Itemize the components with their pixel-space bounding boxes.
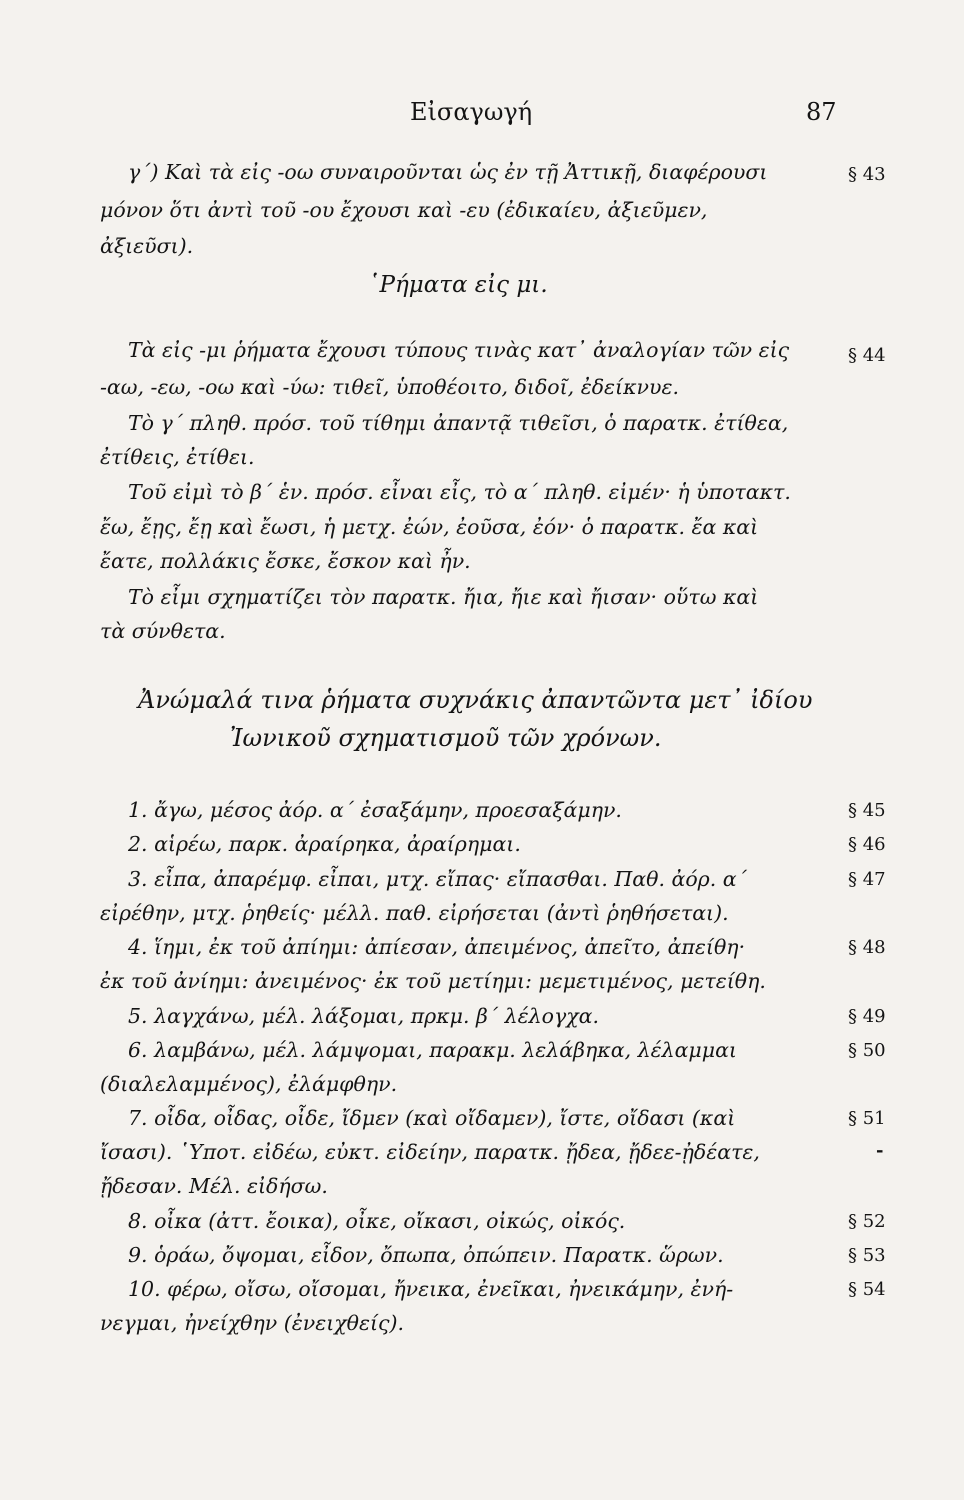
section-number: § 51 <box>848 1108 886 1129</box>
entry-line: 2. αἱρέω, παρκ. ἀραίρηκα, ἀραίρημαι. <box>128 832 521 856</box>
section-number: § 53 <box>848 1245 886 1266</box>
entry-line: (διαλελαμμένος), ἐλάμφθην. <box>100 1072 398 1096</box>
text-line: Τὸ γ΄ πληθ. πρόσ. τοῦ τίθημι ἀπαντᾷ τιθεῖσι, ὁ παρατκ. ἐτίθεα, <box>128 411 789 435</box>
text-line: τὰ σύνθετα. <box>100 619 226 643</box>
section-number: § 43 <box>848 164 886 185</box>
section-heading-mi: ῾Ρήματα εἰς μι. <box>368 272 548 298</box>
section-number: § 45 <box>848 800 886 821</box>
section-number: § 46 <box>848 834 886 855</box>
text-line: ἀξιεῦσι). <box>100 234 194 258</box>
entry-line: 9. ὁράω, ὄψομαι, εἶδον, ὄπωπα, ὀπώπειν. Παρατκ. ὥρων. <box>128 1243 724 1267</box>
running-header-title: Εἰσαγωγή <box>410 98 533 126</box>
entry-line: 4. ἵημι, ἐκ τοῦ ἀπίημι: ἀπίεσαν, ἀπειμένος, ἀπεῖτο, ἀπείθη· <box>128 935 746 959</box>
entry-line: 3. εἶπα, ἀπαρέμφ. εἶπαι, μτχ. εἴπας· εἴπασθαι. Παθ. ἀόρ. α΄ <box>128 867 747 891</box>
text-line: μόνον ὅτι ἀντὶ τοῦ -ου ἔχουσι καὶ -ευ (ἐδικαίευ, ἀξιεῦμεν, <box>100 198 708 222</box>
text-line: γ΄) Καὶ τὰ εἰς -οω συναιροῦνται ὡς ἐν τῇ Ἀττικῇ, διαφέρουσι <box>128 160 768 184</box>
entry-line: 1. ἄγω, μέσος ἀόρ. α΄ ἐσαξάμην, προεσαξάμην. <box>128 798 622 822</box>
text-line: ἐτίθεις, ἐτίθει. <box>100 445 255 469</box>
entry-line: νεγμαι, ἠνείχθην (ἐνειχθείς). <box>100 1311 405 1335</box>
section-heading-irregular-line2: Ἰωνικοῦ σχηματισμοῦ τῶν χρόνων. <box>230 724 662 752</box>
margin-mark: - <box>876 1140 884 1161</box>
entry-line: ᾔδεσαν. Μέλ. εἰδήσω. <box>100 1174 328 1198</box>
entry-line: 8. οἶκα (ἀττ. ἔοικα), οἶκε, οἴκασι, οἰκώς, οἰκός. <box>128 1209 626 1233</box>
section-number: § 47 <box>848 869 886 890</box>
page-number: 87 <box>806 98 837 126</box>
entry-line: ἴσασι). ῾Υποτ. εἰδέω, εὐκτ. εἰδείην, παρατκ. ᾔδεα, ᾔδεε-ᾐδέατε, <box>100 1140 760 1164</box>
entry-line: 10. φέρω, οἴσω, οἴσομαι, ἤνεικα, ἐνεῖκαι, ἠνεικάμην, ἐνή- <box>128 1277 734 1301</box>
text-line: -αω, -εω, -οω καὶ -ύω: τιθεῖ, ὑποθέοιτο, διδοῖ, ἐδείκνυε. <box>100 375 679 399</box>
section-number: § 54 <box>848 1279 886 1300</box>
section-number: § 48 <box>848 937 886 958</box>
text-line: Τὸ εἶμι σχηματίζει τὸν παρατκ. ἤια, ἤιε καὶ ἤισαν· οὕτω καὶ <box>128 585 759 609</box>
entry-line: εἰρέθην, μτχ. ῥηθείς· μέλλ. παθ. εἰρήσεται (ἀντὶ ῥηθήσεται). <box>100 901 729 925</box>
section-number: § 49 <box>848 1006 886 1027</box>
entry-line: ἐκ τοῦ ἀνίημι: ἀνειμένος· ἐκ τοῦ μετίημι: μεμετιμένος, μετείθη. <box>100 969 766 993</box>
text-line: Τὰ εἰς -μι ῥήματα ἔχουσι τύπους τινὰς κατ᾽ ἀναλογίαν τῶν εἰς <box>128 338 790 362</box>
text-line: ἔω, ἔῃς, ἔῃ καὶ ἔωσι, ἡ μετχ. ἐών, ἐοῦσα, ἐόν· ὁ παρατκ. ἔα καὶ <box>100 515 759 539</box>
section-number: § 52 <box>848 1211 886 1232</box>
entry-line: 6. λαμβάνω, μέλ. λάμψομαι, παρακμ. λελάβηκα, λέλαμμαι <box>128 1038 737 1062</box>
text-line: Τοῦ εἰμὶ τὸ β΄ ἑν. πρόσ. εἶναι εἶς, τὸ α΄ πληθ. εἰμέν· ἡ ὑποτακτ. <box>128 480 791 504</box>
text-line: ἔατε, πολλάκις ἔσκε, ἔσκον καὶ ἦν. <box>100 549 471 573</box>
section-number: § 44 <box>848 345 886 366</box>
section-heading-irregular-line1: Ἀνώμαλά τινα ῥήματα συχνάκις ἀπαντῶντα μετ᾽ ἰδίου <box>138 686 813 714</box>
entry-line: 7. οἶδα, οἶδας, οἶδε, ἴδμεν (καὶ οἴδαμεν), ἴστε, οἴδασι (καὶ <box>128 1106 736 1130</box>
entry-line: 5. λαγχάνω, μέλ. λάξομαι, πρκμ. β΄ λέλογχα. <box>128 1004 599 1028</box>
section-number: § 50 <box>848 1040 886 1061</box>
